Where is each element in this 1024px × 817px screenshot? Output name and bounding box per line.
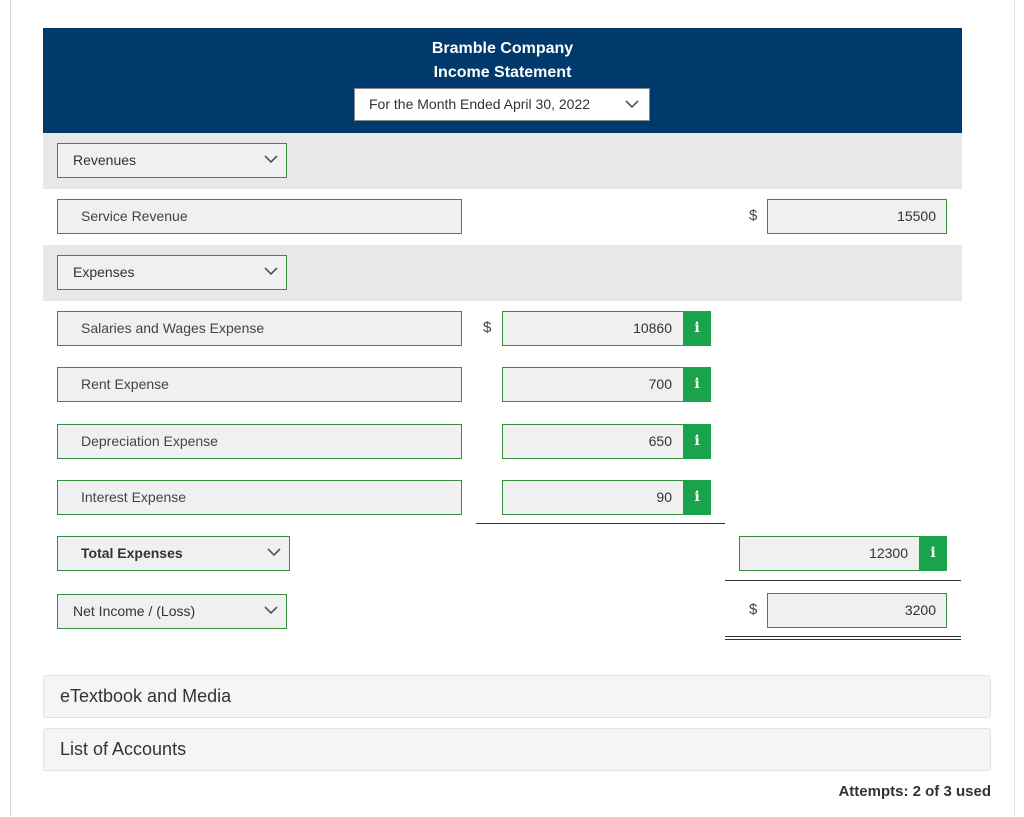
left-divider (10, 0, 11, 817)
list-of-accounts-label: List of Accounts (60, 739, 187, 759)
company-name: Bramble Company (431, 40, 574, 57)
salaries-label: Salaries and Wages Expense (81, 320, 265, 336)
depreciation-account-input[interactable] (57, 424, 462, 459)
double-underline-bottom (725, 639, 961, 640)
info-icon[interactable]: i (919, 536, 947, 571)
chevron-down-icon (625, 100, 639, 109)
net-income-amount: 3200 (904, 602, 936, 618)
net-income-dropdown[interactable] (57, 594, 287, 629)
total-expenses-label: Total Expenses (81, 545, 183, 561)
list-of-accounts-panel[interactable] (43, 728, 991, 771)
net-income-amount-input[interactable] (767, 593, 947, 628)
chevron-down-icon (264, 267, 278, 276)
period-dropdown-value: For the Month Ended April 30, 2022 (369, 96, 591, 112)
right-divider (1014, 0, 1015, 817)
salaries-amount: 10860 (633, 320, 672, 336)
subtotal-underline (476, 523, 725, 524)
rent-account-input[interactable] (57, 367, 462, 402)
chevron-down-icon (267, 548, 281, 557)
double-underline-top (725, 636, 961, 637)
rent-label: Rent Expense (81, 376, 169, 392)
service-revenue-label: Service Revenue (81, 208, 188, 224)
period-dropdown[interactable] (354, 88, 650, 121)
dollar-sign: $ (483, 319, 492, 336)
attempts-counter: Attempts: 2 of 3 used (838, 783, 991, 800)
net-income-label: Net Income / (Loss) (73, 603, 196, 619)
salaries-account-input[interactable] (57, 311, 462, 346)
expenses-dropdown-value: Expenses (73, 264, 135, 280)
revenues-dropdown-value: Revenues (73, 152, 137, 168)
interest-amount-input[interactable] (502, 480, 711, 515)
rent-amount: 700 (648, 376, 672, 392)
etextbook-media-label: eTextbook and Media (60, 686, 232, 706)
depreciation-amount-input[interactable] (502, 424, 711, 459)
service-revenue-account-input[interactable] (57, 199, 462, 234)
rent-amount-input[interactable] (502, 367, 711, 402)
interest-account-input[interactable] (57, 480, 462, 515)
total-underline (725, 580, 961, 581)
service-revenue-amount: 15500 (897, 208, 936, 224)
chevron-down-icon (264, 155, 278, 164)
salaries-amount-input[interactable] (502, 311, 711, 346)
statement-title: Income Statement (433, 64, 572, 81)
info-icon[interactable]: i (683, 480, 711, 515)
info-icon[interactable]: i (683, 311, 711, 346)
dollar-sign: $ (749, 207, 758, 224)
info-icon[interactable]: i (683, 424, 711, 459)
depreciation-amount: 650 (648, 433, 672, 449)
dollar-sign: $ (749, 601, 758, 618)
interest-amount: 90 (656, 489, 672, 505)
total-expenses-amount: 12300 (869, 545, 908, 561)
expenses-dropdown[interactable] (57, 255, 287, 290)
info-icon[interactable]: i (683, 367, 711, 402)
interest-label: Interest Expense (81, 489, 187, 505)
revenues-dropdown[interactable] (57, 143, 287, 178)
chevron-down-icon (264, 606, 278, 615)
depreciation-label: Depreciation Expense (81, 433, 218, 449)
service-revenue-amount-input[interactable] (767, 199, 947, 234)
statement-header (43, 28, 962, 133)
etextbook-media-panel[interactable] (43, 675, 991, 718)
total-expenses-amount-input[interactable] (739, 536, 947, 571)
total-expenses-dropdown[interactable] (57, 536, 290, 571)
